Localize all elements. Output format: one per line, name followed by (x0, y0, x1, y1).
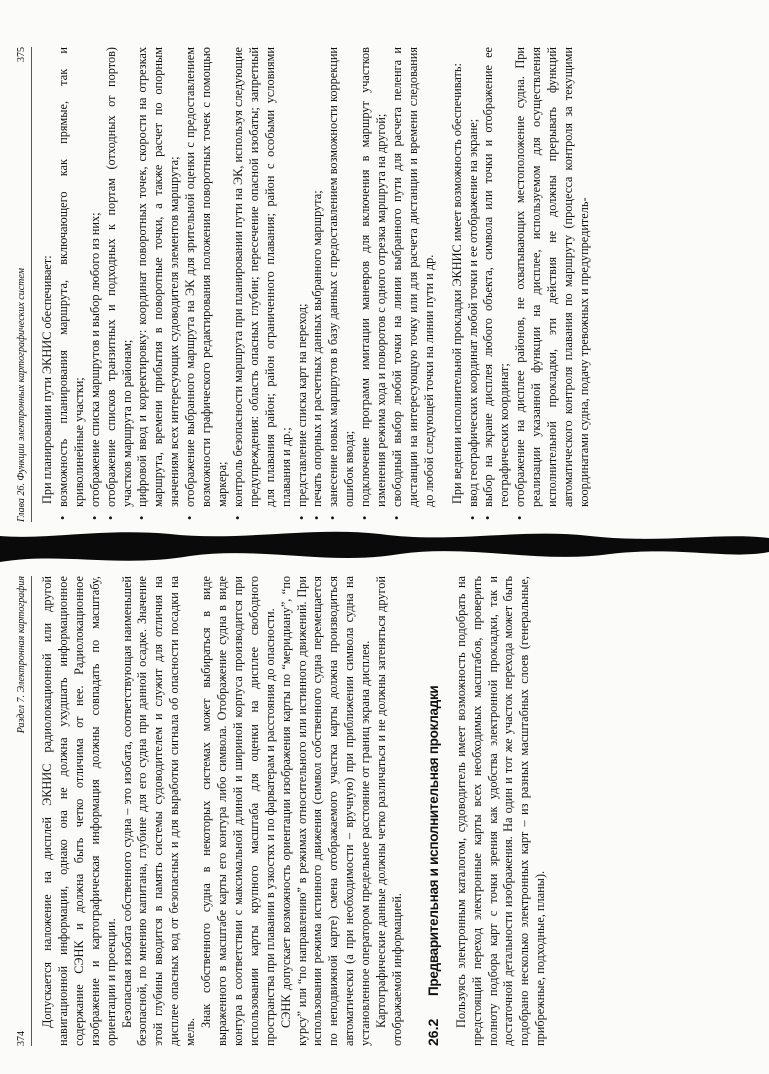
list-item: • отображение выбранного маршрута на ЭК для зрительной оценки с предоставлением возможности графического редактирования положения поворотных точек с помощью маркера; (183, 47, 231, 522)
list-item: • печать опорных и расчетных данных выбранного маршрута; (310, 47, 326, 522)
left-page-header (16, 576, 32, 1046)
list-item: • представление списка карт на переход; (295, 47, 311, 522)
list-item: • свободный выбор любой точки на линии выбранного пути для расчета пеленга и дистанции на интересующую точку или для расчета дистанции и времени следования до любой следующей точки на линии пути и др. (390, 47, 438, 522)
paragraph: При ведении исполнительной прокладки ЭКНИС имеет возможность обеспечивать: (449, 63, 464, 504)
right-page (16, 47, 757, 522)
spacer (438, 47, 450, 522)
right-running-head: Глава 26. Функции электронных картографических систем (16, 268, 27, 522)
paragraph: Знак собственного судна в некоторых системах может выбираться в виде выраженного в масштабе карты его контура либо символа. Отображение судна в виде контура в соответствии с максимальной длиной и шириной корпуса производится при использовании карты крупного масштаба для оценки на дисплее свободного пространства при плавании в узкостях и по фарватерам и расстояния до опасности. (199, 576, 277, 1046)
paragraph: Картографические данные должны четко различаться и не должны затеняться другой отображаемой информацией. (374, 576, 404, 1046)
paragraph: СЭНК допускает возможность ориентации изображения карты по “меридиану”, “по курсу” или “по направлению” в режимах относительного или истинного движений. При использовании режима истинного движения (символ собственного судна перемещается по неподвижной карте) смена отображаемого участка карты должна производиться автоматически (а при необходимости – вручную) при приближении символа судна на установленное оператором предельное расстояние от границ экрана дисплея. (278, 576, 373, 1046)
right-page-header (16, 47, 32, 522)
paragraph: При планировании пути ЭКНИС обеспечивает: (40, 255, 54, 504)
list-item: • выбор на экране дисплея любого объекта, символа или точки и отображение ее географических координат; (481, 47, 513, 522)
left-page (16, 576, 757, 1046)
section-number: 26.2 (424, 1018, 441, 1046)
list-item: • занесение новых маршрутов в базу данных с предоставлением возможности коррекции ошибок ввода; (326, 47, 358, 522)
left-page-number: 374 (16, 1031, 27, 1046)
list-item: • возможность планирования маршрута, включающего как прямые, так и криволинейные участки; (56, 47, 88, 522)
list-item: • отображение списков транзитных и подходных к портам (отходных от портов) участков маршрута по районам; (104, 47, 136, 522)
paragraph: Безопасная изобата собственного судна – это изобата, соответствующая наименьшей безопасной, по мнению капитана, глубине для его судна при данной осадке. Значение этой глубины вводится в память системы судоводителем и служит для отличия на дисплее опасных вод от безопасных и для выработки сигнала об опасности посадки на мель. (119, 576, 198, 1046)
list-item: • цифровой ввод и корректировку: координат поворотных точек, скорости на отрезках маршрута, времени прибытия в поворотные точки, а также расчет по опорным значениям всех интересующих судоводителя элементов маршрута; (135, 47, 183, 522)
section-title: Предварительная и исполнительная прокладки (425, 685, 441, 996)
list-item: • отображение списка маршрутов и выбор любого из них; (88, 47, 104, 522)
right-page-number: 375 (16, 47, 27, 62)
section-heading (426, 576, 442, 1046)
list-item: • подключение программ имитации маневров для включения в маршрут участков изменения режима хода и поворотов с одного отрезка маршрута на другой; (358, 47, 390, 522)
list-item: • контроль безопасности маршрута при планировании пути на ЭК, используя следующие предупреждения: область опасных глубин; пересечение опасной изобаты; запретный для плавания район; район ограниченного плавания; район с особыми условиями плавания и др.; (231, 47, 295, 522)
binding-shadow (0, 528, 769, 572)
paragraph: Допускается наложение на дисплей ЭКНИС радиолокационной или другой навигационной информации, однако она не должна ухудшать информационное содержание СЭНК и должна быть четко отличима от нее. Радиолокационное изображение и картографическая информация должны совпадать по масштабу, ориентации и проекции. (40, 576, 118, 1046)
planning-list (56, 47, 438, 522)
list-item: • отображение на дисплее районов, не охватывающих местоположение судна. При реализации указанной функции на дисплее, используемом для осуществления исполнительной прокладки, эти действия не должны прерывать функций автоматического контроля плавания по маршруту (процесса контроля за текущими координатами судна, подачу тревожных и предупредитель- (513, 47, 593, 522)
left-running-head: Раздел 7. Электронная картография (16, 576, 27, 734)
execution-list (466, 47, 593, 522)
paragraph: Пользуясь электронным каталогом, судоводитель имеет возможность подобрать на предстоящий переход электронные карты всех необходимых масштабов, проверить полноту подбора карт с точки зрения как удобства электронной прокладки, так и достаточной детальности изображения. На один и тот же участок перехода может быть подобрано несколько электронных карт – из разных масштабных слоев (генеральные, прибрежные, подходные, планы). (453, 576, 548, 1046)
list-item: • ввод географических координат любой точки и ее отображение на экране; (466, 47, 482, 522)
